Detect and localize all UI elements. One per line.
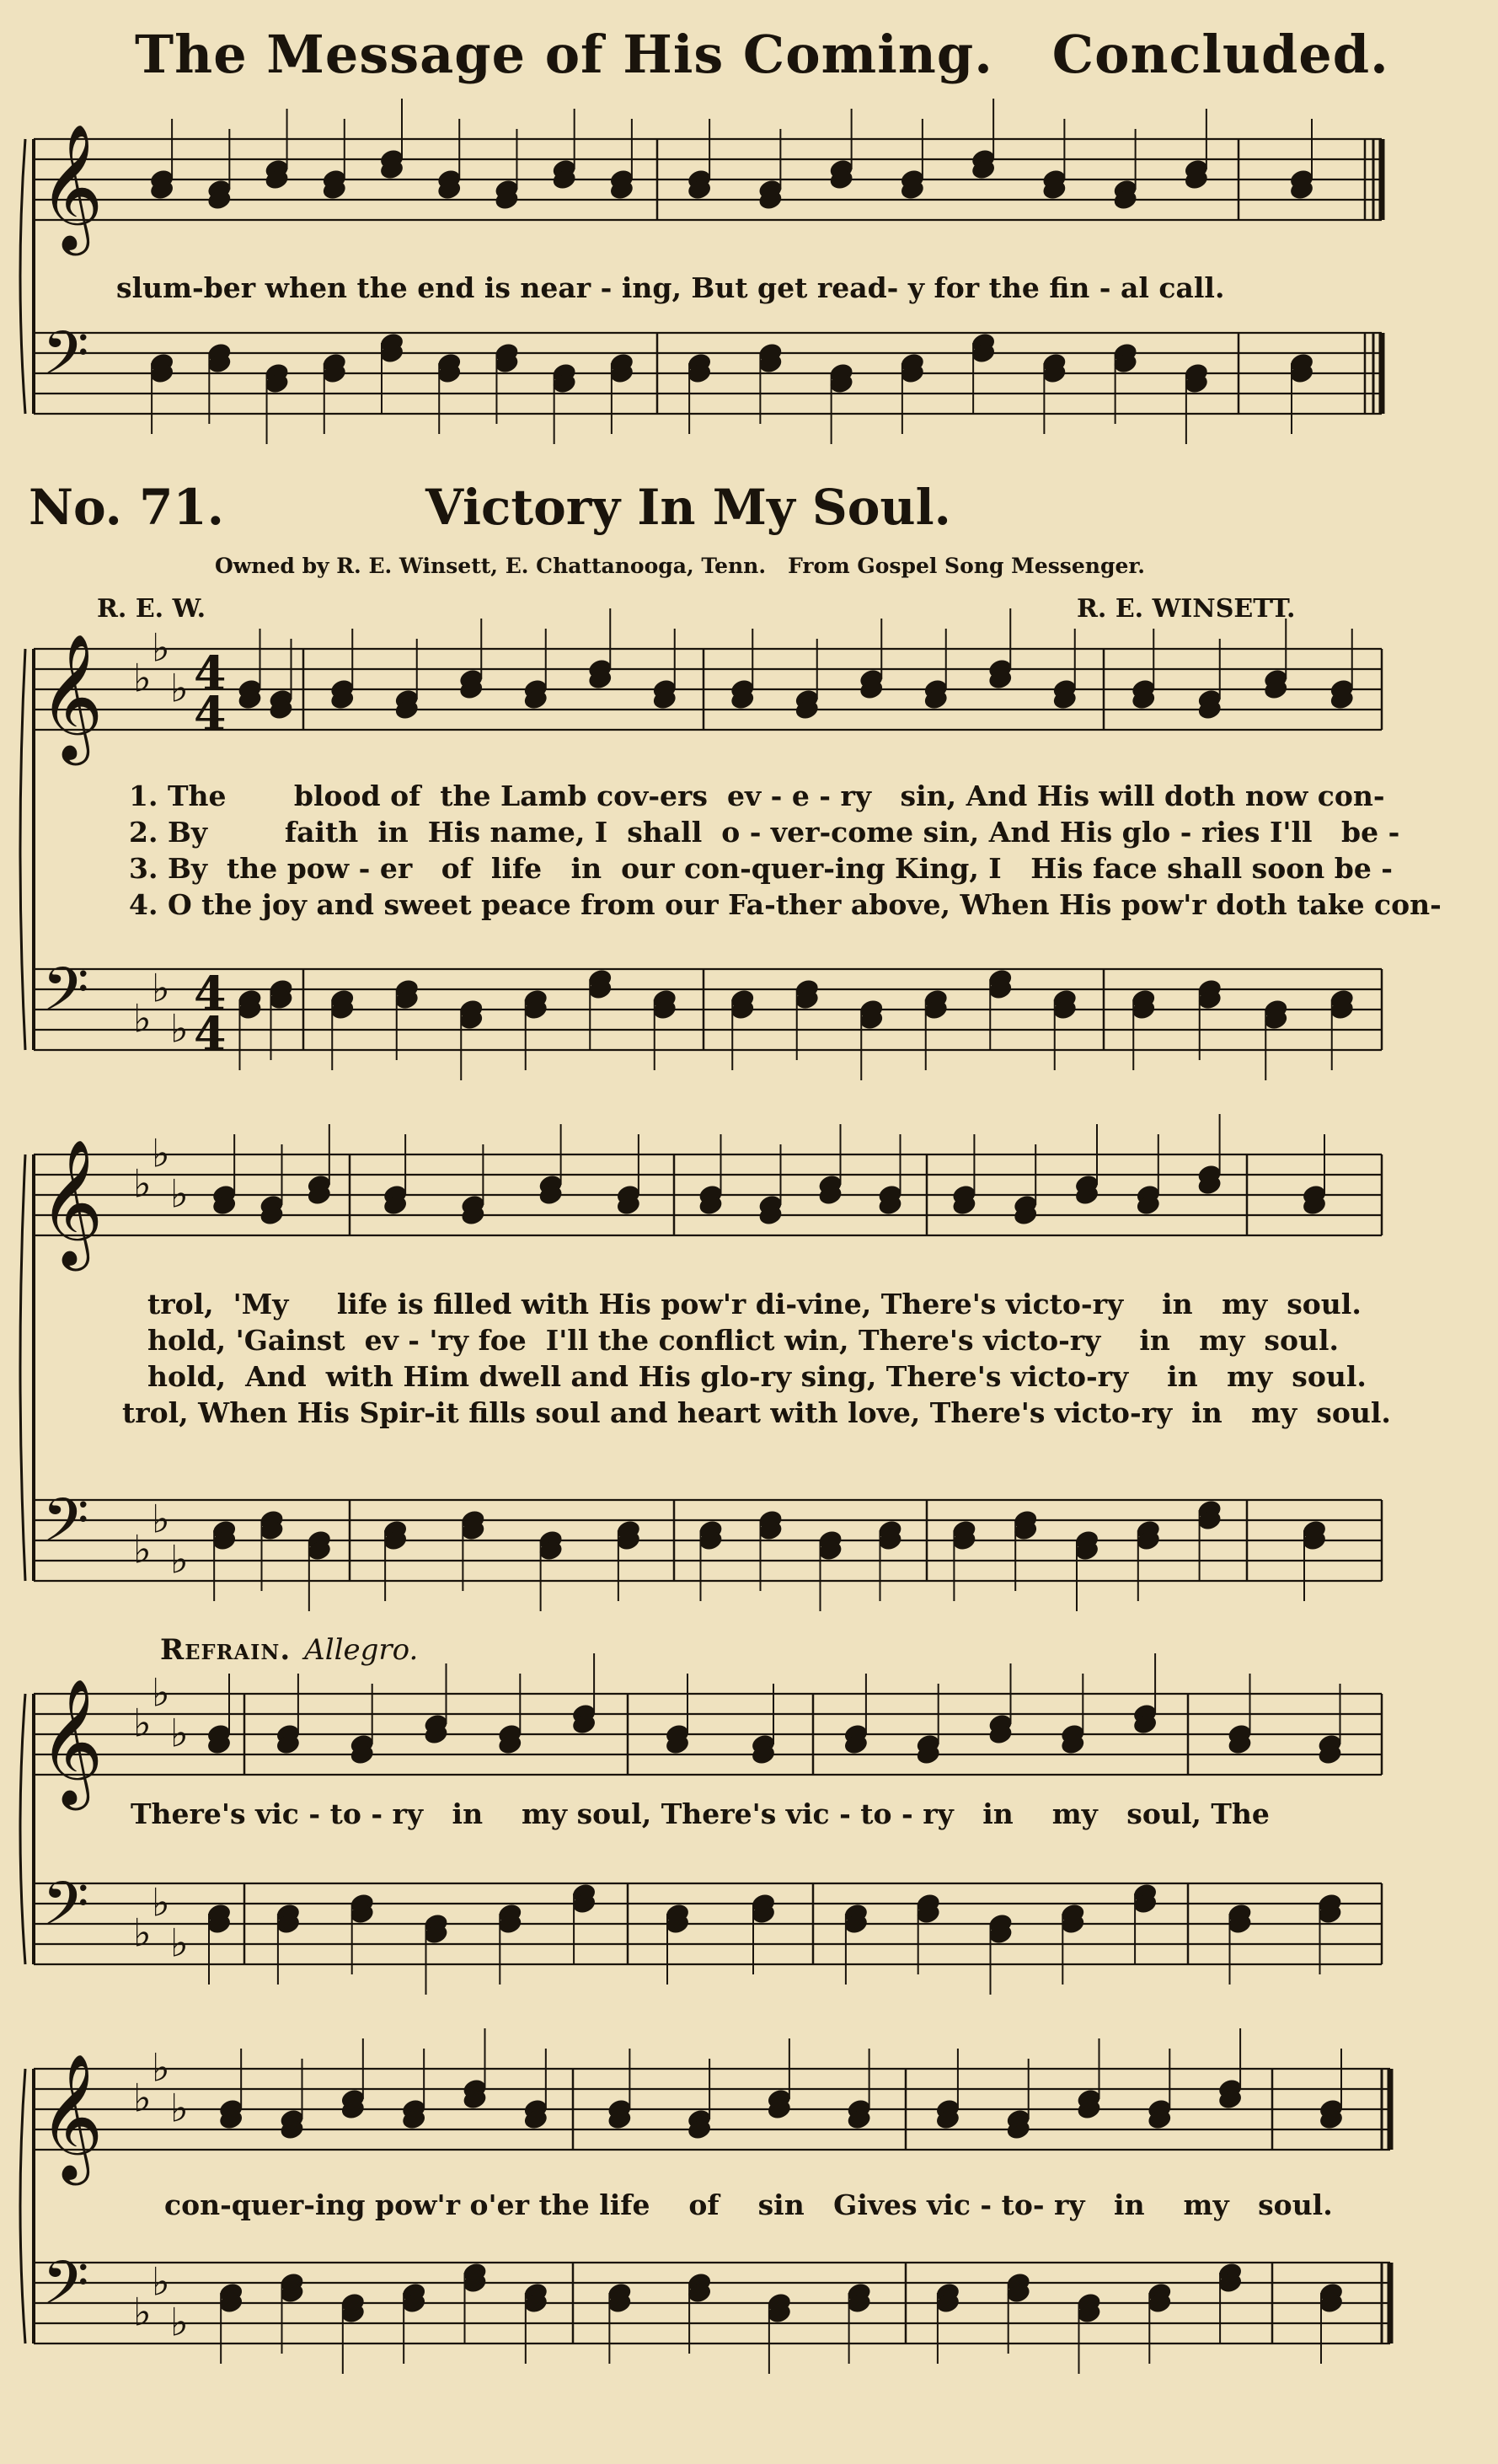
verse-3-line-2: hold, And with Him dwell and His glo-ry sing, There's victo-ry in my soul. [147, 1360, 1367, 1393]
treble-staff [34, 649, 1382, 730]
ownership-note [215, 554, 1145, 578]
music-credit: R. E. WINSETT. [1077, 594, 1296, 624]
page-title [135, 24, 1399, 85]
verse-4-line-1: 4. O the joy and sweet peace from our Fa-ther above, When His pow'r doth take con- [129, 888, 1442, 921]
flat-sign-icon: ♭ [152, 965, 170, 1011]
flat-sign-icon: ♭ [152, 2258, 170, 2305]
flat-sign-icon: ♭ [170, 1170, 189, 1217]
words-credit: R. E. W. [97, 594, 206, 624]
flat-sign-icon: ♭ [152, 2044, 170, 2091]
flat-sign-icon: ♭ [152, 1130, 170, 1176]
treble-clef-icon: 𝄞 [39, 1138, 104, 1266]
flat-sign-icon: ♭ [170, 1536, 189, 1583]
hymn-number: No. 71. [29, 479, 224, 536]
previous-hymn-title: The Message of His Coming. [135, 24, 993, 85]
flat-sign-icon: ♭ [170, 1920, 189, 1966]
system-brace [20, 649, 25, 1050]
flat-sign-icon: ♭ [170, 1710, 189, 1756]
previous-hymn-lyric: slum-ber when the end is near - ing, But get read- y for the fin - al call. [116, 271, 1225, 304]
flat-sign-icon: ♭ [170, 665, 189, 711]
music-system-1 [0, 624, 1498, 1079]
flat-sign-icon: ♭ [170, 2299, 189, 2345]
flat-sign-icon: ♭ [133, 1910, 152, 1956]
flat-sign-icon: ♭ [133, 995, 152, 1042]
flat-sign-icon: ♭ [170, 1005, 189, 1052]
flat-sign-icon: ♭ [152, 1879, 170, 1926]
system-brace [20, 1694, 25, 1964]
verse-3-line-1: 3. By the pow - er of life in our con-quer-ing King, I His face shall soon be - [129, 852, 1394, 885]
verse-2-line-2: hold, 'Gainst ev - 'ry foe I'll the conflict win, There's victo-ry in my soul. [147, 1324, 1339, 1357]
time-signature: 4 [194, 1007, 227, 1062]
flat-sign-icon: ♭ [133, 655, 152, 701]
bass-clef-icon: 𝄢 [42, 955, 89, 1040]
bass-staff [34, 1883, 1382, 1964]
treble-clef-icon: 𝄞 [39, 1677, 104, 1805]
flat-sign-icon: ♭ [133, 2075, 152, 2121]
flat-sign-icon: ♭ [133, 1160, 152, 1207]
flat-sign-icon: ♭ [152, 1496, 170, 1542]
time-signature: 4 [194, 687, 227, 742]
flat-sign-icon: ♭ [152, 624, 170, 671]
refrain-label: Refrain. [160, 1633, 292, 1667]
tempo-marking: Allegro. [304, 1633, 419, 1667]
concluded-label: Concluded. [1051, 24, 1389, 85]
flat-sign-icon: ♭ [133, 1700, 152, 1746]
time-signature: 4 [194, 967, 227, 1021]
system-brace [20, 2069, 25, 2343]
verse-4-line-2: trol, When His Spir-it fills soul and heart with love, There's victo-ry in my soul. [122, 1396, 1391, 1429]
bass-clef-icon: 𝄢 [42, 1869, 89, 1954]
owner-text: Owned by R. E. Winsett, E. Chattanooga, Tenn. [215, 554, 767, 578]
system-brace [20, 139, 25, 414]
flat-sign-icon: ♭ [133, 1526, 152, 1572]
verse-2-line-1: 2. By faith in His name, I shall o - ver-come sin, And His glo - ries I'll be - [129, 816, 1400, 849]
treble-staff [34, 1694, 1382, 1775]
treble-clef-icon: 𝄞 [39, 122, 104, 250]
hymn-title: Victory In My Soul. [425, 479, 951, 536]
bass-clef-icon: 𝄢 [42, 319, 89, 404]
verse-1-line-1: 1. The blood of the Lamb cov-ers ev - e - ry sin, And His will doth now con- [129, 779, 1385, 812]
flat-sign-icon: ♭ [152, 1669, 170, 1716]
source-text: From Gospel Song Messenger. [788, 554, 1145, 578]
refrain-heading [160, 1633, 418, 1667]
bass-staff [34, 969, 1382, 1050]
bass-clef-icon: 𝄢 [42, 1486, 89, 1571]
verse-1-line-2: trol, 'My life is filled with His pow'r di-vine, There's victo-ry in my soul. [147, 1288, 1362, 1320]
refrain-lyric-1: There's vic - to - ry in my soul, There's vic - to - ry in my soul, The [131, 1797, 1270, 1830]
refrain-lyric-2: con-quer-ing pow'r o'er the life of sin Gives vic - to- ry in my soul. [164, 2188, 1333, 2221]
system-brace [20, 1154, 25, 1581]
treble-clef-icon: 𝄞 [39, 632, 104, 760]
time-signature: 4 [194, 646, 227, 701]
flat-sign-icon: ♭ [170, 2085, 189, 2131]
treble-clef-icon: 𝄞 [39, 2052, 104, 2180]
bass-clef-icon: 𝄢 [42, 2248, 89, 2333]
flat-sign-icon: ♭ [133, 2289, 152, 2335]
